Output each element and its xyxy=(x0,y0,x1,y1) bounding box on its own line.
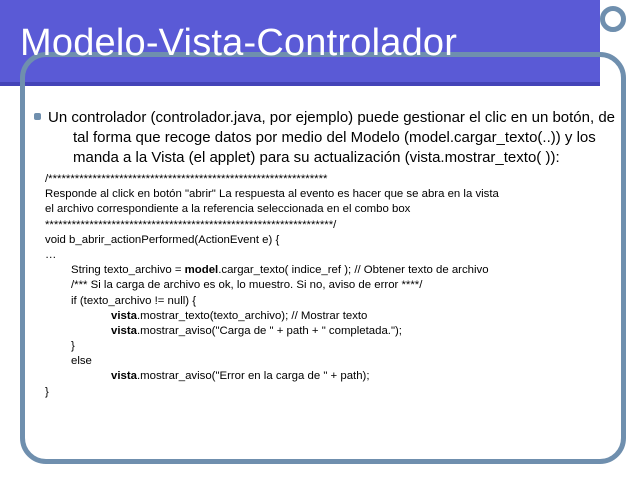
slide-title: Modelo-Vista-Controlador xyxy=(20,22,458,64)
code-block xyxy=(45,172,605,400)
code-line xyxy=(45,324,605,339)
code-text: void b_abrir_actionPerformed(ActionEvent e) { xyxy=(45,233,280,246)
code-text: .mostrar_aviso("Error en la carga de " + path); xyxy=(136,370,370,383)
code-text: /*************************************************************** xyxy=(45,173,328,185)
code-line xyxy=(45,172,605,187)
code-text: .cargar_texto( indice_ref ); // Obtener texto de archivo xyxy=(218,264,489,277)
code-line xyxy=(45,294,605,309)
code-line xyxy=(45,233,605,248)
code-text: else xyxy=(71,355,92,368)
code-text: Responde al click en botón "abrir" La respuesta al evento es hacer que se abra en la vista xyxy=(45,188,499,201)
code-text: } xyxy=(71,340,75,353)
code-line xyxy=(45,202,605,217)
code-text: el archivo correspondiente a la referencia seleccionada en el combo box xyxy=(45,203,411,216)
code-line xyxy=(45,385,605,400)
intro-paragraph xyxy=(34,108,633,168)
code-line xyxy=(45,278,605,293)
intro-text: Un controlador (controlador.java, por ejemplo) puede gestionar el clic en un botón, de tal forma que recoge datos por medio del Modelo (model.cargar_texto(..)) y los manda a la Vista (el applet) para su actualización (vista.mostrar_texto( )): xyxy=(48,109,616,166)
code-line xyxy=(45,263,605,278)
code-text: if (texto_archivo != null) { xyxy=(71,294,197,307)
code-line xyxy=(45,369,605,384)
code-line xyxy=(45,218,605,233)
code-text: /*** Si la carga de archivo es ok, lo muestro. Si no, aviso de error ****/ xyxy=(71,279,423,292)
code-line xyxy=(45,309,605,324)
code-text: … xyxy=(45,248,57,261)
code-line xyxy=(45,248,605,263)
corner-decoration xyxy=(600,6,626,32)
bullet-icon xyxy=(34,113,41,120)
code-keyword: vista xyxy=(111,324,137,337)
code-text: .mostrar_texto(texto_archivo); // Mostrar texto xyxy=(136,309,368,322)
code-line xyxy=(45,339,605,354)
code-keyword: model xyxy=(184,264,219,277)
code-line xyxy=(45,187,605,202)
code-line xyxy=(45,354,605,369)
code-keyword: vista xyxy=(111,370,137,383)
code-text: .mostrar_aviso("Carga de " + path + " completada."); xyxy=(136,324,402,337)
code-text: String texto_archivo = xyxy=(71,264,185,277)
code-keyword: vista xyxy=(111,309,137,322)
code-text: *****************************************************************/ xyxy=(45,218,337,231)
code-text: } xyxy=(45,385,49,398)
